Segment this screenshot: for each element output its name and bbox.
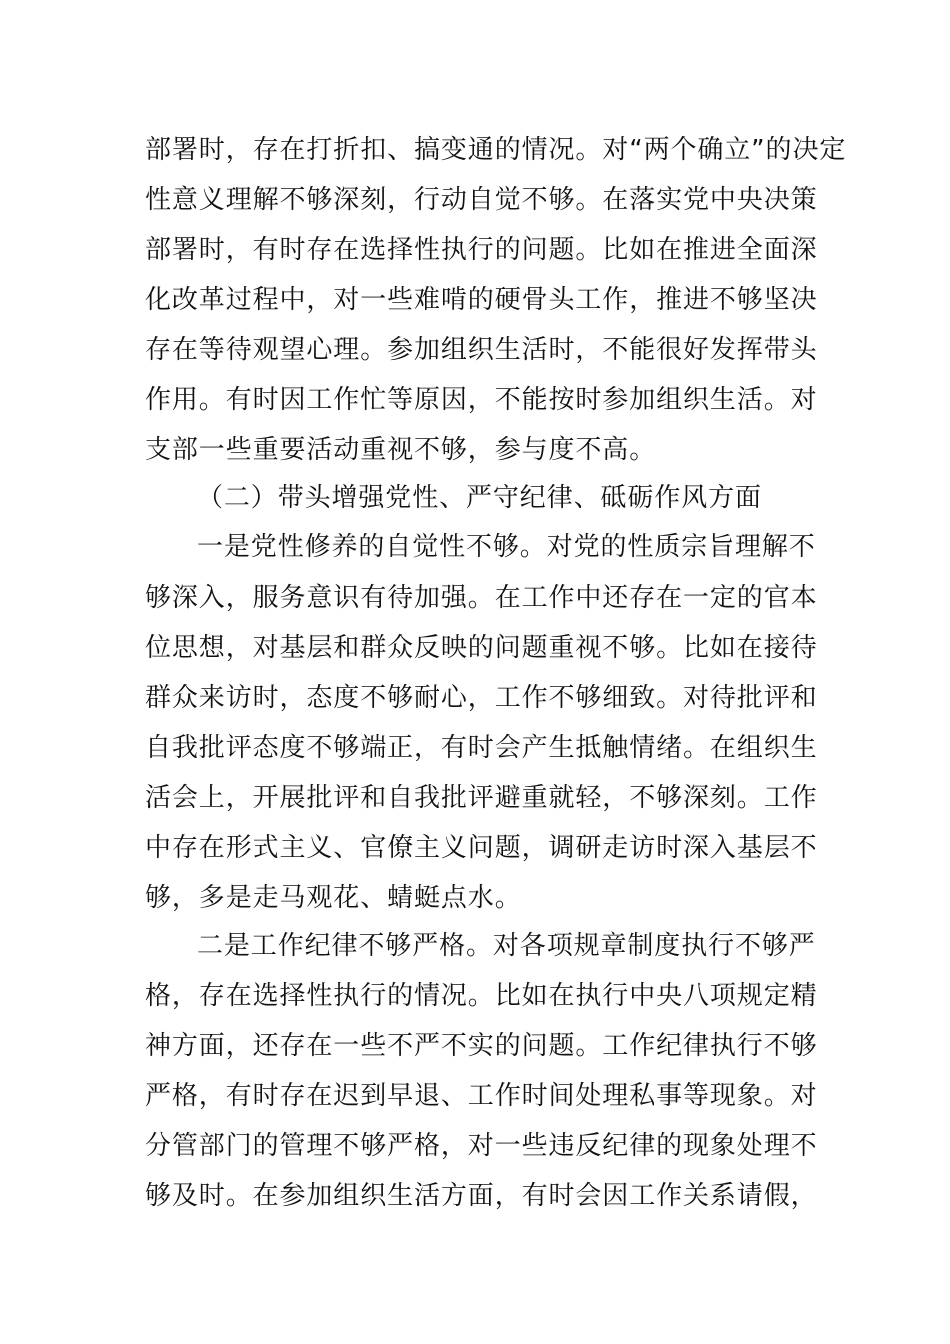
text-line: 自我批评态度不够端正，有时会产生抵触情绪。在组织生 xyxy=(145,733,818,763)
text-line: 性意义理解不够深刻，行动自觉不够。在落实党中央决策 xyxy=(145,185,818,215)
paragraph-first-line: 一是党性修养的自觉性不够。对党的性质宗旨理解不 xyxy=(197,532,816,562)
text-line: 够及时。在参加组织生活方面，有时会因工作关系请假， xyxy=(145,1181,818,1211)
text-line: 存在等待观望心理。参加组织生活时，不能很好发挥带头 xyxy=(145,335,818,365)
text-line: 活会上，开展批评和自我批评避重就轻，不够深刻。工作 xyxy=(145,783,818,813)
paragraph-first-line: 二是工作纪律不够严格。对各项规章制度执行不够严 xyxy=(197,931,816,961)
text-line: 中存在形式主义、官僚主义问题，调研走访时深入基层不 xyxy=(145,833,818,863)
text-line: 够深入，服务意识有待加强。在工作中还存在一定的官本 xyxy=(145,583,818,613)
text-line: 神方面，还存在一些不严不实的问题。工作纪律执行不够 xyxy=(145,1031,818,1061)
text-line: 严格，有时存在迟到早退、工作时间处理私事等现象。对 xyxy=(145,1081,818,1111)
text-line: 作用。有时因工作忙等原因，不能按时参加组织生活。对 xyxy=(145,385,818,415)
text-line: 位思想，对基层和群众反映的问题重视不够。比如在接待 xyxy=(145,633,818,663)
text-line: 够，多是走马观花、蜻蜓点水。 xyxy=(145,883,522,913)
text-line: 化改革过程中，对一些难啃的硬骨头工作，推进不够坚决 xyxy=(145,285,818,315)
text-line: 群众来访时，态度不够耐心，工作不够细致。对待批评和 xyxy=(145,683,818,713)
text-line: 分管部门的管理不够严格，对一些违反纪律的现象处理不 xyxy=(145,1131,818,1161)
text-line: 格，存在选择性执行的情况。比如在执行中央八项规定精 xyxy=(145,981,818,1011)
text-line: 支部一些重要活动重视不够，参与度不高。 xyxy=(145,435,657,465)
section-heading: （二）带头增强党性、严守纪律、砥砺作风方面 xyxy=(197,483,762,513)
text-line: 部署时，存在打折扣、搞变通的情况。对“两个确立”的决定 xyxy=(145,135,847,165)
text-line: 部署时，有时存在选择性执行的问题。比如在推进全面深 xyxy=(145,235,818,265)
